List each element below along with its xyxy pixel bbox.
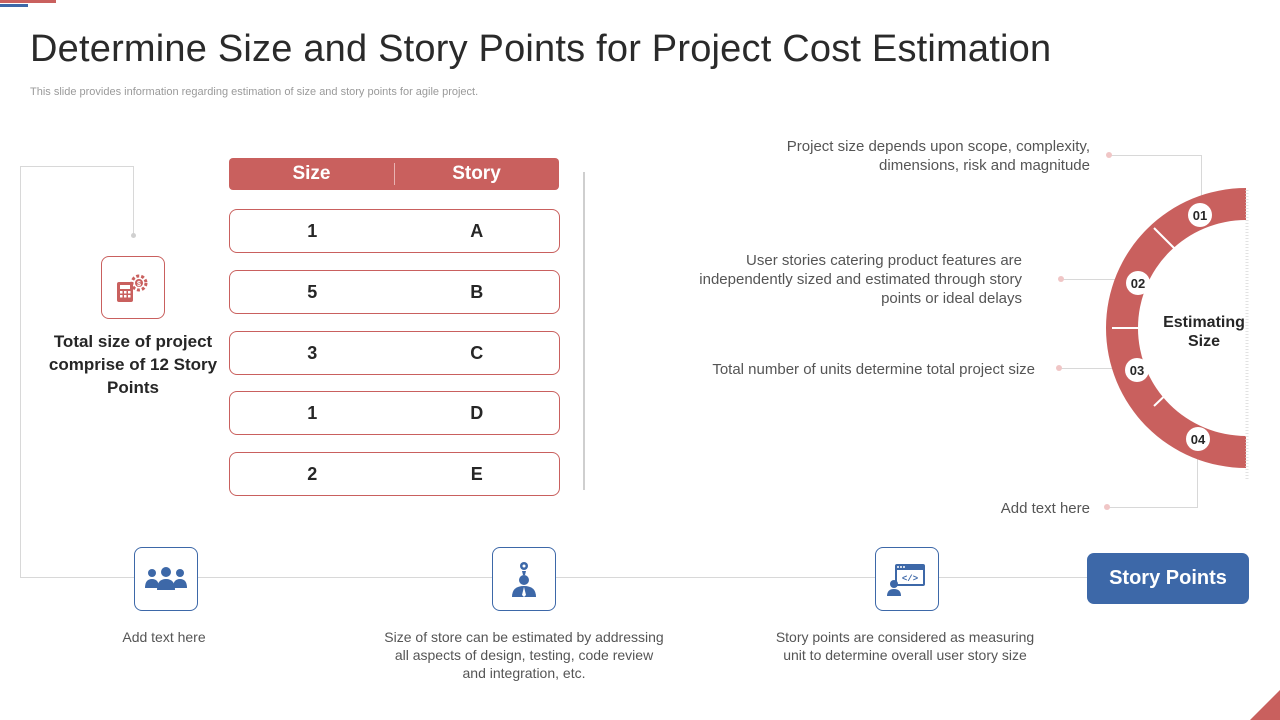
connector-dot [1106, 152, 1112, 158]
ring-center-label: Estimating Size [1163, 314, 1245, 350]
header-size: Size [292, 163, 331, 184]
corner-accent-blue [0, 4, 28, 7]
team-icon-box [134, 547, 198, 611]
connector-line [1110, 155, 1202, 156]
size-cell: 5 [307, 281, 318, 302]
table-row [229, 209, 560, 253]
connector-dot [1104, 504, 1110, 510]
connector-line [20, 166, 134, 167]
size-cell: 3 [307, 342, 318, 363]
connector-line [20, 166, 21, 578]
vertical-divider [583, 172, 585, 490]
svg-text:</>: </> [901, 574, 919, 584]
story-points-button[interactable]: Story Points [1087, 553, 1249, 604]
story-cell: A [470, 220, 484, 241]
page-title: Determine Size and Story Points for Project Cost Estimation [30, 28, 1052, 70]
size-cell: 1 [307, 220, 318, 241]
step-04-text: Add text here [1000, 500, 1090, 517]
bottom-item-text: Add text here [122, 629, 206, 645]
bottom-item-text: Size of store can be estimated by addressing all aspects of design, testing, code review and integration, etc. [384, 629, 664, 681]
header-story: Story [452, 163, 501, 184]
corner-accent-red [0, 0, 56, 3]
connector-line [133, 166, 134, 234]
calculator-gear-icon-box [101, 256, 165, 319]
step-02-badge: 02 [1126, 271, 1150, 295]
user-settings-icon-box [492, 547, 556, 611]
svg-text:$: $ [137, 280, 141, 288]
table-header [229, 158, 559, 190]
corner-triangle [1250, 690, 1280, 720]
size-cell: 1 [307, 402, 318, 423]
header-divider [394, 163, 395, 185]
story-cell: E [470, 463, 483, 484]
size-cell: 2 [307, 463, 318, 484]
connector-dot [1056, 365, 1062, 371]
step-01-badge: 01 [1188, 203, 1212, 227]
step-03-badge: 03 [1125, 358, 1149, 382]
story-cell: B [470, 281, 484, 302]
connector-dot [131, 233, 136, 238]
total-size-summary: Total size of project comprise of 12 Story Points [48, 332, 218, 397]
bottom-item-text: Story points are considered as measuring unit to determine overall user story size [775, 629, 1035, 663]
developer-code-icon-box [875, 547, 939, 611]
calculator-gear-icon [115, 273, 151, 303]
page-subtitle: This slide provides information regarding estimation of size and story points for agile project. [30, 86, 479, 98]
table-row [229, 391, 560, 435]
developer-code-icon [887, 562, 927, 596]
table-row [229, 331, 560, 375]
step-01-text: Project size depends upon scope, complexity, dimensions, risk and magnitude [786, 138, 1090, 174]
story-cell: C [470, 342, 484, 363]
connector-line [1108, 507, 1198, 508]
connector-dot [1058, 276, 1064, 282]
step-04-badge: 04 [1186, 427, 1210, 451]
story-cell: D [470, 402, 484, 423]
table-row [229, 452, 560, 496]
user-settings-icon [504, 559, 544, 599]
team-icon [144, 566, 188, 592]
table-row [229, 270, 560, 314]
step-03-text: Total number of units determine total project size [712, 361, 1035, 378]
step-02-text: User stories catering product features are independently sized and estimated through story points or ideal delays [699, 252, 1022, 307]
